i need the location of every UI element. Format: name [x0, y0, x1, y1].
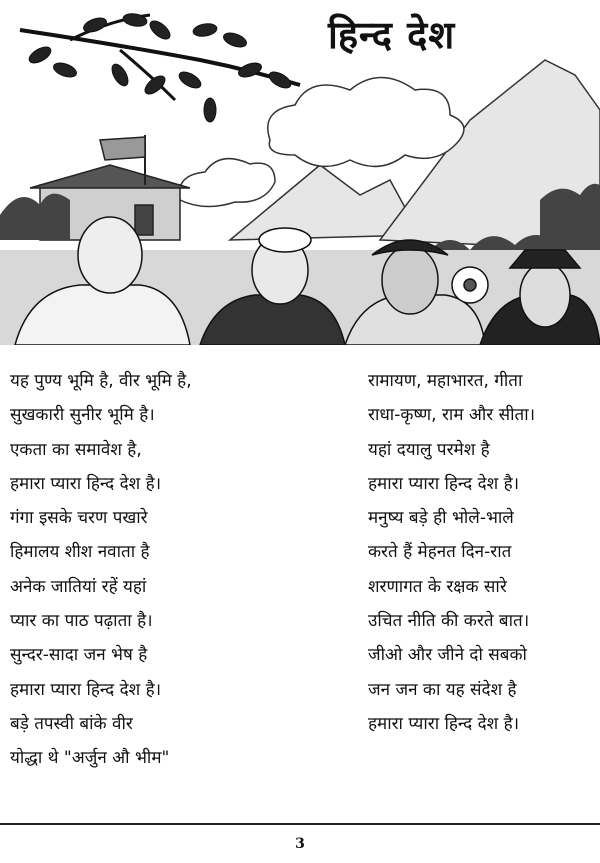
- poem-line: हिमालय शीश नवाता है: [10, 542, 150, 563]
- poem-line: एकता का समावेश है,: [10, 439, 142, 460]
- poem-line: जीओ और जीने दो सबको: [368, 645, 527, 666]
- poem-line: उचित नीति की करते बात।: [368, 611, 530, 632]
- poem-line: गंगा इसके चरण पखारे: [10, 508, 148, 529]
- poem-line: सुन्दर-सादा जन भेष है: [10, 645, 148, 666]
- page-number: 3: [295, 836, 305, 852]
- poem-line: करते हैं मेहनत दिन-रात: [368, 542, 512, 563]
- poem-line: राधा-कृष्ण, राम और सीता।: [368, 405, 536, 426]
- poem-line: हमारा प्यारा हिन्द देश है।: [368, 713, 520, 734]
- footer-divider: [0, 823, 600, 825]
- poem-right-column: [368, 364, 600, 741]
- poem-line: शरणागत के रक्षक सारे: [368, 576, 507, 597]
- poem-line: यह पुण्य भूमि है, वीर भूमि है,: [10, 371, 192, 391]
- poem-line: मनुष्य बड़े ही भोले-भाले: [368, 508, 514, 529]
- illustration: [0, 0, 600, 345]
- poem-line: प्यार का पाठ पढ़ाता है।: [10, 611, 153, 632]
- poem-line: हमारा प्यारा हिन्द देश है।: [10, 473, 162, 494]
- poem-line: रामायण, महाभारत, गीता: [368, 371, 523, 391]
- poem-line: बड़े तपस्वी बांके वीर: [10, 713, 133, 734]
- poem-line: अनेक जातियां रहें यहां: [10, 576, 147, 597]
- page-title: हिन्द देश: [328, 12, 456, 57]
- poem-line: हमारा प्यारा हिन्द देश है।: [368, 473, 520, 494]
- poem-left-column: [10, 364, 290, 776]
- poem-line: योद्धा थे "अर्जुन औ भीम": [10, 748, 170, 769]
- poem-line: सुखकारी सुनीर भूमि है।: [10, 405, 155, 426]
- poem-line: जन जन का यह संदेश है: [368, 679, 517, 700]
- poem-line: हमारा प्यारा हिन्द देश है।: [10, 679, 162, 700]
- poem-line: यहां दयालु परमेश है: [368, 439, 490, 460]
